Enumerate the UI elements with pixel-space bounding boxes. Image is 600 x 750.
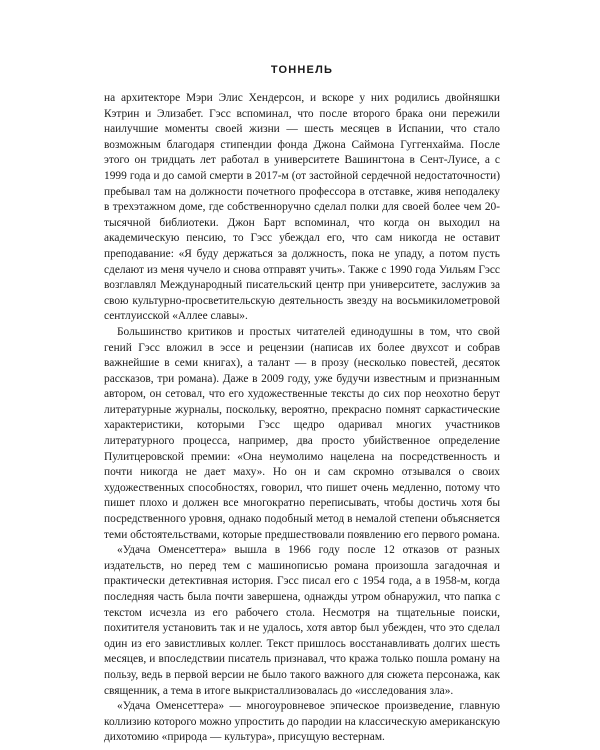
paragraph-1: на архитекторе Мэри Элис Хендерсон, и вскоре у них родились двойняшки Кэтрин и Элизабет. Гэсс вспоминал, что после второго брака они пережили наилучшие моменты своей жизни — шесть месяцев в Испании, что стало возможным благодаря стипендии фонда Джона Саймона Гуггенхайма. После этого он тридцать лет работал в университете Вашингтона в Сент-Луисе, а с 1999 года и до самой смерти в 2017-м (от застойной сердечной недостаточности) пребывал там на должности почетного профессора в отставке, живя неподалеку в трехэтажном доме, где собственноручно сделал полки для своей более чем 20-тысячной библиотеки. Джон Барт вспоминал, что когда он выходил на академическую пенсию, то Гэсс убеждал его, что сам никогда не оставит преподавание: «Я буду держаться за должность, пока не упаду, а потом пусть сделают из меня чучело и снова отправят учить». Также с 1990 года Уильям Гэсс возглавлял Международный писательский центр при университете, заслужив за свою культурно-просветительскую деятельность звезду на восьмикилометровой сентлуисской «Аллее славы». [104, 92, 500, 323]
running-head: ТОННЕЛЬ [270, 64, 334, 76]
paragraph-3: «Удача Оменсеттера» вышла в 1966 году после 12 отказов от разных издательств, но перед тем с машинописью романа произошла загадочная и практически детективная история. Гэсс писал его с 1954 года, а в 1958-м, когда последняя часть была почти завершена, однажды утром обнаружил, что папка с текстом исчезла из его рабочего стола. Несмотря на тщательные поиски, похитителя установить так и не удалось, хотя автор был убежден, что это сделал один из его завистливых коллег. Текст пришлось восстанавливать долгих шесть месяцев, и впоследствии писатель признавал, что кража только пошла роману на пользу, ведь в первой версии не было такого важного для сюжета персонажа, как священник, а тема в итоге выкристаллизовалась до «исследования зла». [104, 544, 500, 697]
body-text [104, 91, 500, 746]
paragraph-4: «Удача Оменсеттера» — многоуровневое эпическое произведение, главную коллизию которого можно упростить до пародии на классическую американскую дихотомию «природа — культура», присущую вестернам. [104, 700, 500, 744]
paragraph-2: Большинство критиков и простых читателей единодушны в том, что свой гений Гэсс вложил в эссе и рецензии (написав их более двухсот и собрав важнейшие в семи книгах), а талант — в прозу (несколько повестей, десяток рассказов, три романа). Даже в 2009 году, уже будучи известным и признанным автором, он сетовал, что его художественные тексты до сих пор неохотно берут литературные журналы, поскольку, вероятно, прекрасно помнят саркастические характеристики, которыми Гэсс щедро одаривал многих участников литературного процесса, например, два просто убийственное определение Пулитцеровской премии: «Она неумолимо нацелена на посредственность и почти никогда не дает маху». Но он и сам скромно отзывался о своих художественных способностях, говорил, что пишет очень медленно, потому что пишет плохо и должен все многократно переписывать, чтобы достичь хотя бы посредственного уровня, однако подобный метод в немалой степени объясняется теми обстоятельствами, которые предшествовали появлению его первого романа. [104, 325, 500, 541]
